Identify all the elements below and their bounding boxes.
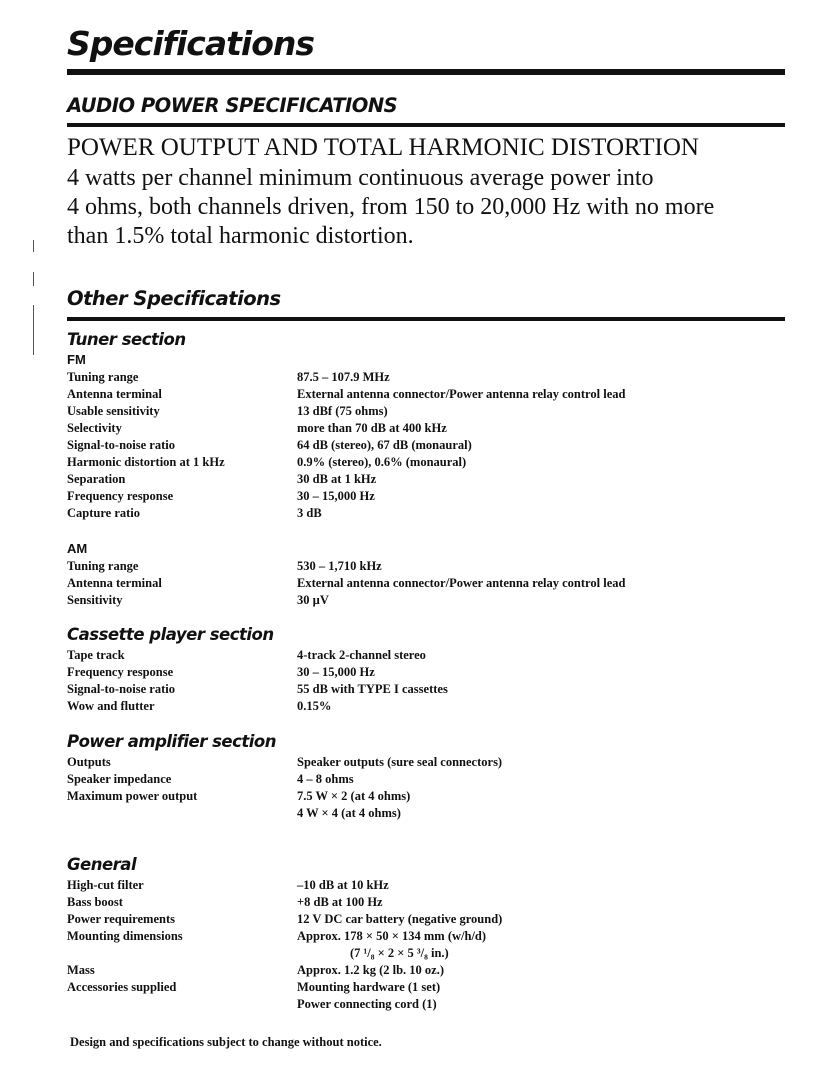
spec-row <box>67 592 767 609</box>
spec-value: External antenna connector/Power antenna relay control lead <box>297 387 626 401</box>
power-output-line: 4 ohms, both channels driven, from 150 to 20,000 Hz with no more <box>67 194 715 220</box>
spec-row <box>67 754 767 771</box>
scan-margin-mark <box>33 305 34 355</box>
fm-spec-list <box>67 369 767 522</box>
spec-label: Frequency response <box>67 489 174 503</box>
spec-label: High-cut filter <box>67 878 144 892</box>
spec-row <box>67 403 767 420</box>
am-label: AM <box>67 541 88 556</box>
spec-value: (7 ¹/₈ × 2 × 5 ³/₈ in.) <box>350 946 449 960</box>
audio-power-rule <box>67 123 785 127</box>
spec-value: Power connecting cord (1) <box>297 997 437 1011</box>
spec-value: 12 V DC car battery (negative ground) <box>297 912 503 926</box>
other-specifications-heading: Other Specifications <box>67 287 281 310</box>
amplifier-section-heading: Power amplifier section <box>67 732 277 751</box>
spec-value: 4-track 2-channel stereo <box>297 648 426 662</box>
spec-value: 87.5 – 107.9 MHz <box>297 370 390 384</box>
spec-label: Mounting dimensions <box>67 929 183 943</box>
spec-row <box>67 488 767 505</box>
spec-value: more than 70 dB at 400 kHz <box>297 421 447 435</box>
spec-row <box>67 505 767 522</box>
spec-row <box>67 928 767 945</box>
spec-value: Speaker outputs (sure seal connectors) <box>297 755 503 769</box>
spec-label: Wow and flutter <box>67 699 155 713</box>
spec-value: 4 – 8 ohms <box>297 772 354 786</box>
scan-margin-mark <box>33 272 34 286</box>
spec-label: Signal-to-noise ratio <box>67 438 175 452</box>
spec-label: Usable sensitivity <box>67 404 160 418</box>
spec-row <box>67 437 767 454</box>
spec-value: 0.9% (stereo), 0.6% (monaural) <box>297 455 467 469</box>
spec-value: 30 – 15,000 Hz <box>297 665 375 679</box>
spec-label: Selectivity <box>67 421 122 435</box>
spec-label: Capture ratio <box>67 506 141 520</box>
spec-value: 4 W × 4 (at 4 ohms) <box>297 806 401 820</box>
spec-value: Mounting hardware (1 set) <box>297 980 441 994</box>
spec-value: 530 – 1,710 kHz <box>297 559 382 573</box>
spec-row <box>67 681 767 698</box>
spec-label: Power requirements <box>67 912 175 926</box>
tuner-section-heading: Tuner section <box>67 330 186 349</box>
footer-note: Design and specifications subject to change without notice. <box>70 1035 382 1049</box>
scan-margin-mark <box>33 240 34 252</box>
spec-value: 0.15% <box>297 699 332 713</box>
spec-row <box>67 771 767 788</box>
spec-label: Outputs <box>67 755 111 769</box>
spec-value: +8 dB at 100 Hz <box>297 895 383 909</box>
audio-power-heading: AUDIO POWER SPECIFICATIONS <box>67 94 398 117</box>
title-rule <box>67 69 785 75</box>
spec-row <box>67 788 767 805</box>
cassette-section-heading: Cassette player section <box>67 625 274 644</box>
spec-label: Tuning range <box>67 559 139 573</box>
spec-row <box>67 575 767 592</box>
spec-label: Signal-to-noise ratio <box>67 682 175 696</box>
spec-label: Accessories supplied <box>67 980 177 994</box>
spec-label: Sensitivity <box>67 593 123 607</box>
spec-value: 55 dB with TYPE I cassettes <box>297 682 448 696</box>
spec-row <box>67 698 767 715</box>
spec-label: Frequency response <box>67 665 174 679</box>
spec-row <box>67 911 767 928</box>
power-output-line: than 1.5% total harmonic distortion. <box>67 223 414 249</box>
spec-row <box>67 877 767 894</box>
spec-value: –10 dB at 10 kHz <box>297 878 389 892</box>
power-output-line: 4 watts per channel minimum continuous average power into <box>67 165 654 191</box>
spec-label: Tape track <box>67 648 125 662</box>
spec-value: 13 dBf (75 ohms) <box>297 404 388 418</box>
spec-label: Antenna terminal <box>67 576 162 590</box>
spec-row <box>67 894 767 911</box>
spec-row <box>67 996 767 1013</box>
spec-row <box>67 945 767 962</box>
spec-value: External antenna connector/Power antenna relay control lead <box>297 576 626 590</box>
power-output-text <box>67 164 807 251</box>
spec-label: Antenna terminal <box>67 387 162 401</box>
spec-label: Bass boost <box>67 895 123 909</box>
spec-row <box>67 558 767 575</box>
spec-label: Maximum power output <box>67 789 198 803</box>
spec-value: 3 dB <box>297 506 322 520</box>
power-output-subheading: POWER OUTPUT AND TOTAL HARMONIC DISTORTION <box>67 134 699 161</box>
spec-row <box>67 369 767 386</box>
spec-label: Harmonic distortion at 1 kHz <box>67 455 225 469</box>
spec-value: Approx. 178 × 50 × 134 mm (w/h/d) <box>297 929 487 943</box>
spec-label: Tuning range <box>67 370 139 384</box>
spec-row <box>67 979 767 996</box>
spec-row <box>67 386 767 403</box>
spec-row <box>67 454 767 471</box>
spec-label: Mass <box>67 963 95 977</box>
spec-row <box>67 420 767 437</box>
spec-row <box>67 664 767 681</box>
page-title: Specifications <box>67 24 315 63</box>
spec-value: Approx. 1.2 kg (2 lb. 10 oz.) <box>297 963 445 977</box>
spec-value: 64 dB (stereo), 67 dB (monaural) <box>297 438 472 452</box>
spec-row <box>67 805 767 822</box>
spec-row <box>67 647 767 664</box>
other-specifications-rule <box>67 317 785 321</box>
am-spec-list <box>67 558 767 609</box>
general-spec-list <box>67 877 767 1013</box>
fm-label: FM <box>67 352 86 367</box>
cassette-spec-list <box>67 647 767 715</box>
spec-value: 30 µV <box>297 593 329 607</box>
spec-value: 30 – 15,000 Hz <box>297 489 375 503</box>
spec-label: Speaker impedance <box>67 772 172 786</box>
spec-row <box>67 471 767 488</box>
spec-value: 30 dB at 1 kHz <box>297 472 377 486</box>
general-section-heading: General <box>67 855 137 874</box>
spec-row <box>67 962 767 979</box>
amplifier-spec-list <box>67 754 767 822</box>
spec-label: Separation <box>67 472 126 486</box>
spec-value: 7.5 W × 2 (at 4 ohms) <box>297 789 411 803</box>
